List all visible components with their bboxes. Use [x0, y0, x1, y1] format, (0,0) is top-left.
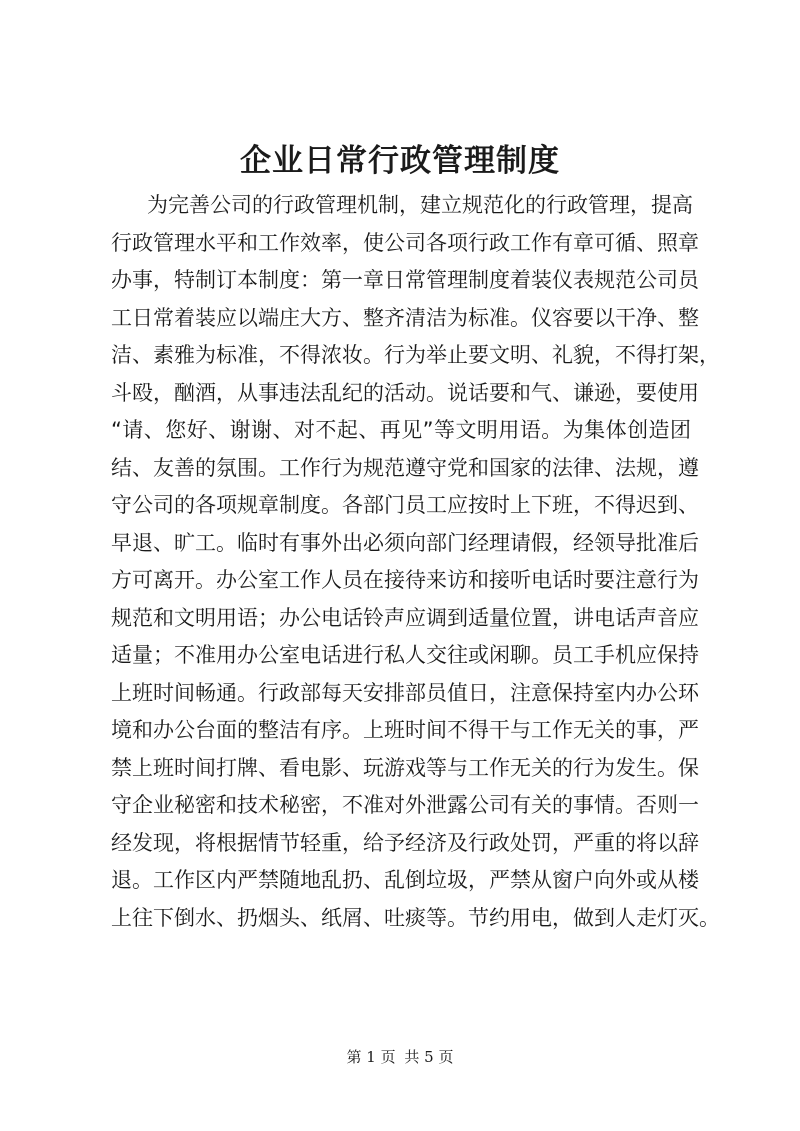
body-line: 经发现，将根据情节轻重，给予经济及行政处罚，严重的将以辞	[111, 830, 699, 855]
body-line: 适量；不准用办公室电话进行私人交往或闲聊。员工手机应保持	[111, 643, 699, 667]
body-line: 早退、旷工。临时有事外出必须向部门经理请假，经领导批准后	[111, 530, 699, 555]
page-total: 共 5 页	[404, 1048, 454, 1066]
body-line: 上班时间畅通。行政部每天安排部员值日，注意保持室内办公环	[111, 680, 699, 705]
page-footer	[0, 1047, 800, 1067]
body-line: 洁、素雅为标准，不得浓妆。行为举止要文明、礼貌，不得打架，	[111, 343, 720, 367]
body-line: 上往下倒水、扔烟头、纸屑、吐痰等。节约用电，做到人走灯灭。	[111, 905, 720, 930]
body-line: “请、您好、谢谢、对不起、再见”等文明用语。为集体创造团	[111, 418, 691, 442]
body-line: 结、友善的氛围。工作行为规范遵守党和国家的法律、法规，遵	[111, 455, 699, 480]
body-line: 守公司的各项规章制度。各部门员工应按时上下班，不得迟到、	[111, 493, 699, 517]
document-title: 企业日常行政管理制度	[240, 143, 560, 179]
body-line: 守企业秘密和技术秘密，不准对外泄露公司有关的事情。否则一	[111, 793, 699, 817]
body-line: 斗殴，酗酒，从事违法乱纪的活动。说话要和气、谦逊，要使用	[111, 380, 699, 405]
body-line: 办事，特制订本制度：第一章日常管理制度着装仪表规范公司员	[111, 268, 699, 292]
body-line: 禁上班时间打牌、看电影、玩游戏等与工作无关的行为发生。保	[111, 755, 699, 780]
body-line: 退。工作区内严禁随地乱扔、乱倒垃圾，严禁从窗户向外或从楼	[111, 868, 699, 892]
body-line: 行政管理水平和工作效率，使公司各项行政工作有章可循、照章	[111, 230, 699, 255]
page-number: 第 1 页	[346, 1048, 396, 1066]
document-body	[111, 187, 720, 937]
body-line: 为完善公司的行政管理机制，建立规范化的行政管理，提高	[147, 193, 693, 217]
body-line: 规范和文明用语；办公电话铃声应调到适量位置，讲电话声音应	[111, 605, 699, 630]
body-line: 工日常着装应以端庄大方、整齐清洁为标准。仪容要以干净、整	[111, 305, 699, 330]
body-line: 方可离开。办公室工作人员在接待来访和接听电话时要注意行为	[111, 568, 699, 592]
body-line: 境和办公台面的整洁有序。上班时间不得干与工作无关的事，严	[111, 718, 699, 742]
